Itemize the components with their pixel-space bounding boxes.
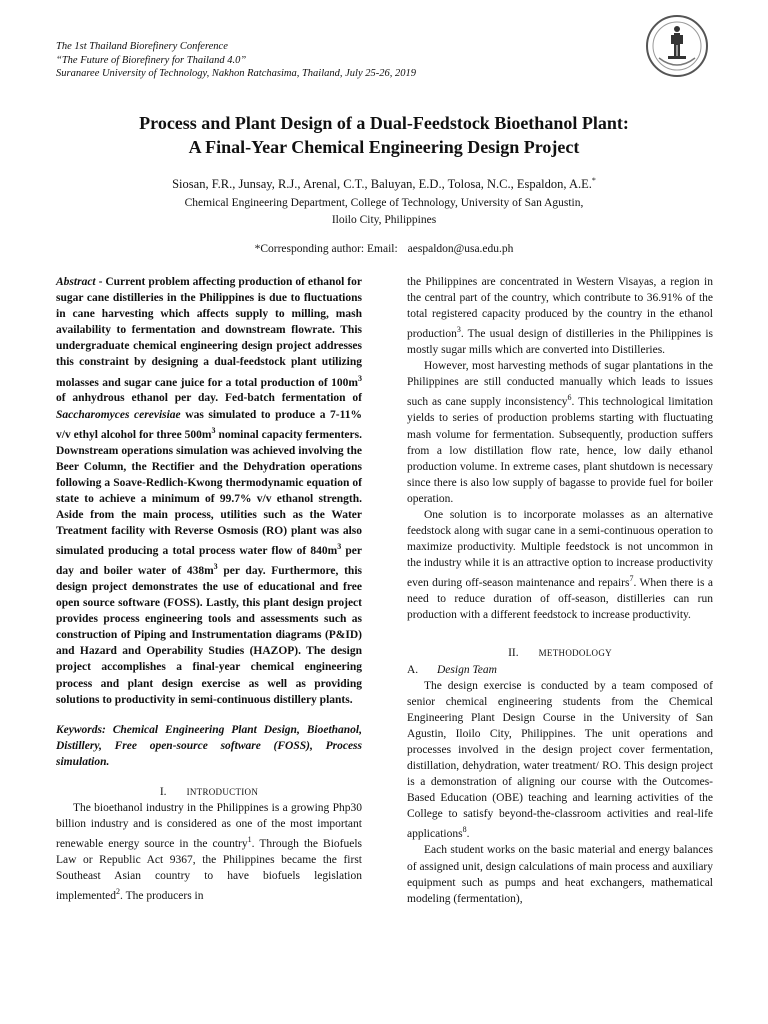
section-number: II. [508,647,519,660]
conference-header [56,40,416,81]
corresponding-label: *Corresponding author: Email: [254,243,398,255]
organism-name: Saccharomyces cerevisiae [56,408,181,421]
affiliation-line-1: Chemical Engineering Department, College of Technology, University of San Agustin, [184,197,584,209]
intro-paragraph-1: The bioethanol industry in the Philippines is a growing Php30 billion industry and is considered as one of the most important renewable energy source in the country$^1$. Through the Biofuels Law or Republic Act 9367, the Philippines became the first Southeast Asian country to have biofuels legislation implemented$^2$. The producers in [56,802,363,903]
methodology-paragraph-1: The design exercise is conducted by a team composed of senior chemical engineering students from the Chemical Engineering Plant Design Course in the University of San Agustin, Iloilo City, Philippines. The unit operations and processes involved in the design project cover fermentation, distillation, dehydration, water treatment/ RO. This design project is a demonstration of aligning our course with the Outcomes-Based Education (OBE) teaching and learning activities of the College to satisfy beyond-the-classroom activities and real-life applications$^8$. [407,679,713,841]
conference-line-1: The 1st Thailand Biorefinery Conference [56,41,228,52]
title-line-2: A Final-Year Chemical Engineering Design Project [188,137,580,157]
abstract: Abstract - Current problem affecting production of ethanol for sugar cane distilleries in the Philippines is due to fluctuations in cane harvesting which affects supply to milling, mash availability to fermentation and downstream flowrate. This undergraduate chemical engineering design project addresses this constraint by designing a dual-feedstock plant utilizing molasses and sugar cane juice for a total production of $100m^3$ of anhydrous ethanol per day. Fed-batch fermentation of Saccharomyces cerevisiae was simulated to produce a 7-11% v/v ethyl alcohol for three $500m^3$ nominal capacity fermenters. Downstream operations simulation was achieved involving the Beer Column, the Rectifier and the Dehydration operations following a Soave-Redlich-Kwong thermodynamic equation of state to achieve a minimum of 99.7% v/v ethanol strength. Aside from the main process, utilities such as the Water Treatment facility with Reverse Osmosis (RO) plant was also simulated producing a total process water flow of $840m^3$ per day and boiler water of $438m^3$ per day. Furthermore, this design project demonstrates the use of educational and free open source software (FOSS). Lastly, this plant design project provides process engineering tools and assessments such as construction of Piping and Instrumentation diagrams (P&ID) and Hazard and Operability Studies (HAZOP). The design project accomplishes a final-year chemical engineering process and plant design exercise as well as providing solutions to productivity in semi-continuous distillery plants. [56,276,362,706]
methodology-paragraph-2: Each student works on the basic material and energy balances of assigned unit, design calculations of main process and auxiliary equipment such as pumps and heat exchangers, mathematical modeling (fermentation), [407,844,713,905]
author-mark: * [591,176,596,185]
intro-paragraph-1-continued: the Philippines are concentrated in Western Visayas, a region in the central part of the country, which contribute to 36.91% of the total registered capacity produced by the country in the ethanol production$^3$. The usual design of distilleries in the Philippines is mostly sugar mills which are converted into Distilleries. [407,276,713,357]
title-line-1: Process and Plant Design of a Dual-Feedstock Bioethanol Plant: [139,113,629,133]
authors: Siosan, F.R., Junsay, R.J., Arenal, C.T., Baluyan, E.D., Tolosa, N.C., Espaldon, A.E. [172,177,592,192]
abstract-label: Abstract [56,276,96,288]
intro-paragraph-3: One solution is to incorporate molasses as an alternative feedstock along with sugar cane in a semi-continuous operation to maximize productivity. Multiple feedstock is not uncommon in the industry while it is an attractive option to increase productivity even during off-season maintenance and repairs$^7$. When there is a need to reduce duration of off-season, distilleries can run production with a different feedstock to increase productivity. [407,508,713,622]
affiliation-line-2: Iloilo City, Philippines [331,214,437,226]
paper-title [0,111,768,159]
author-list [0,176,768,192]
right-column [407,274,713,907]
section-heading-introduction [56,784,362,800]
section-number: I. [159,786,167,799]
conference-line-2: “The Future of Biorefinery for Thailand 4.0” [56,54,247,66]
subsection-number: A. [407,663,419,676]
left-column [56,274,362,904]
university-logo [645,14,709,78]
subsection-title: Design Team [437,663,497,676]
keywords: Keywords: Chemical Engineering Plant Design, Bioethanol, Distillery, Free open-source software (FOSS), Process simulation. [56,723,362,768]
corresponding-author [0,243,768,255]
subsection-heading-design-team [407,662,713,678]
section-heading-methodology [407,645,713,661]
affiliation [0,195,768,229]
corresponding-email: aespaldon@usa.edu.ph [407,243,514,255]
conference-line-3: Suranaree University of Technology, Nakhon Ratchasima, Thailand, July 25-26, 2019 [56,68,416,79]
intro-paragraph-2: However, most harvesting methods of sugar plantations in the Philippines are still conducted manually which leads to issues such as cane supply inconsistency$^6$. This technological limitation yields to series of production problems starting with fluctuating mash volume for fermentation. Subsequently, production suffers from a low distillation flow rate, hence, low daily ethanol production volume. In extreme cases, plant shutdown is necessary since there is also low supply of bagasse to provide fuel for boiler operation. [407,360,713,505]
section-title: INTRODUCTION [186,787,259,798]
section-title: METHODOLOGY [538,648,612,659]
